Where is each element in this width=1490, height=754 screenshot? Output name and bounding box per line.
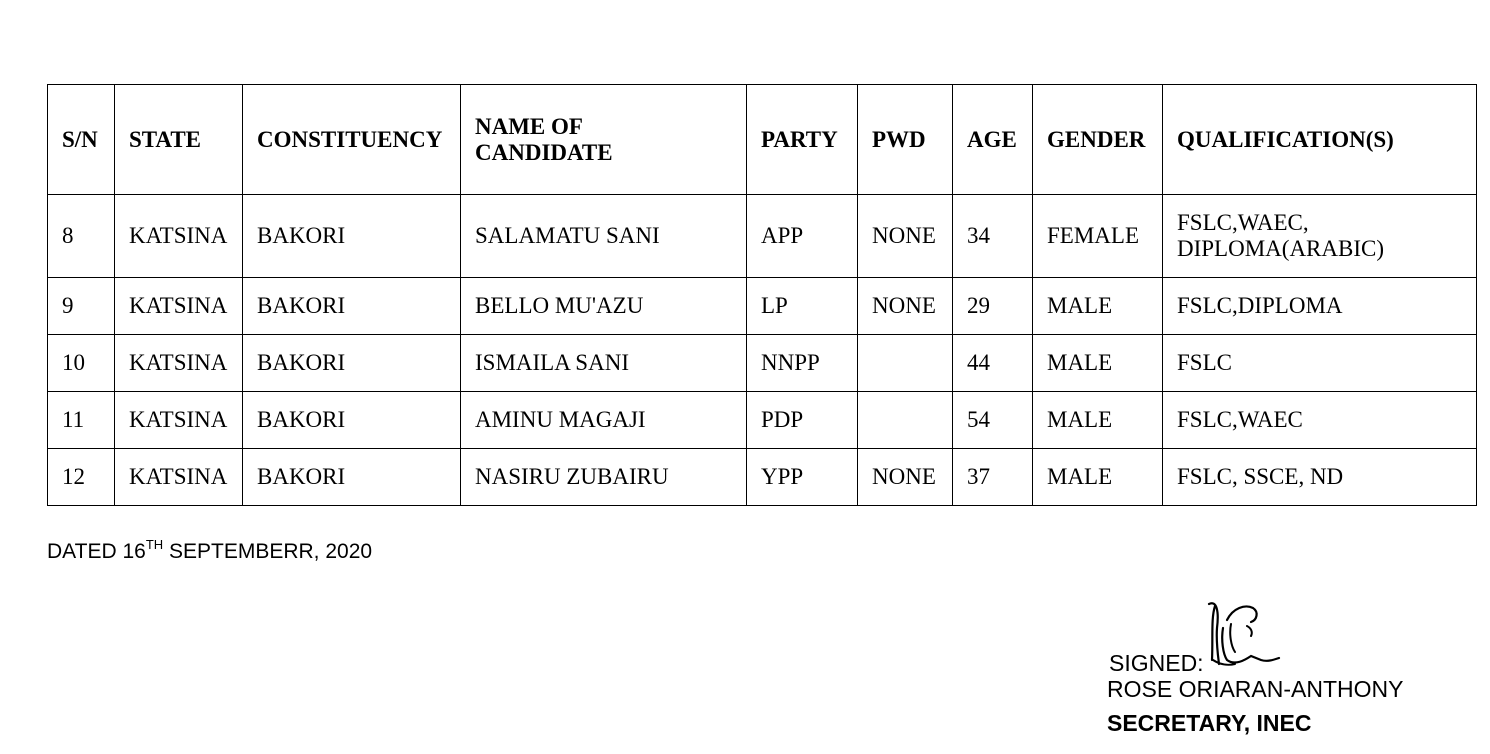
- cell-constituency: BAKORI: [243, 195, 461, 278]
- cell-age: 34: [953, 195, 1033, 278]
- table-row: [48, 278, 1477, 335]
- cell-state: KATSINA: [115, 335, 243, 392]
- cell-pwd: [858, 392, 953, 449]
- header-sn: S/N: [48, 85, 115, 195]
- cell-sn: 11: [48, 392, 115, 449]
- signed-label: SIGNED:: [1109, 650, 1204, 676]
- header-age: AGE: [953, 85, 1033, 195]
- table-header-row: [48, 85, 1477, 195]
- dated-line: [47, 537, 373, 564]
- cell-qualifications-text: FSLC,WAEC, DIPLOMA(ARABIC): [1177, 210, 1384, 261]
- cell-candidate-name: BELLO MU'AZU: [461, 278, 747, 335]
- cell-party: LP: [747, 278, 858, 335]
- cell-candidate-name: ISMAILA SANI: [461, 335, 747, 392]
- cell-constituency: BAKORI: [243, 392, 461, 449]
- dated-ordinal-suffix: TH: [145, 537, 164, 552]
- cell-qualifications: FSLC,WAEC: [1163, 392, 1477, 449]
- signature-block: [1107, 598, 1403, 740]
- cell-gender: MALE: [1033, 392, 1163, 449]
- dated-prefix: DATED 16: [47, 540, 146, 563]
- cell-constituency: BAKORI: [243, 449, 461, 506]
- cell-party: NNPP: [747, 335, 858, 392]
- cell-age: 29: [953, 278, 1033, 335]
- cell-qualifications: FSLC: [1163, 335, 1477, 392]
- cell-pwd: NONE: [858, 449, 953, 506]
- signer-title: SECRETARY, INEC: [1107, 710, 1312, 736]
- cell-sn: 9: [48, 278, 115, 335]
- candidates-table: [47, 84, 1477, 506]
- table-row: [48, 335, 1477, 392]
- cell-state: KATSINA: [115, 392, 243, 449]
- table-row: [48, 392, 1477, 449]
- table-row: [48, 449, 1477, 506]
- cell-state: KATSINA: [115, 449, 243, 506]
- cell-candidate-name: NASIRU ZUBAIRU: [461, 449, 747, 506]
- cell-gender: MALE: [1033, 278, 1163, 335]
- header-qualifications: QUALIFICATION(S): [1163, 85, 1477, 195]
- cell-party: YPP: [747, 449, 858, 506]
- cell-age: 44: [953, 335, 1033, 392]
- cell-constituency: BAKORI: [243, 335, 461, 392]
- cell-sn: 12: [48, 449, 115, 506]
- cell-party: APP: [747, 195, 858, 278]
- header-gender: GENDER: [1033, 85, 1163, 195]
- cell-candidate-name: AMINU MAGAJI: [461, 392, 747, 449]
- signer-name: ROSE ORIARAN-ANTHONY: [1107, 676, 1404, 702]
- cell-state: KATSINA: [115, 195, 243, 278]
- cell-qualifications: FSLC,DIPLOMA: [1163, 278, 1477, 335]
- signed-line: [1107, 598, 1403, 676]
- cell-age: 37: [953, 449, 1033, 506]
- cell-sn: 10: [48, 335, 115, 392]
- cell-pwd: [858, 335, 953, 392]
- handwritten-signature-icon: [1205, 598, 1285, 674]
- header-pwd: PWD: [858, 85, 953, 195]
- cell-gender: FEMALE: [1033, 195, 1163, 278]
- cell-gender: MALE: [1033, 449, 1163, 506]
- cell-sn: 8: [48, 195, 115, 278]
- header-name-of-candidate: [461, 85, 747, 195]
- cell-party: PDP: [747, 392, 858, 449]
- dated-suffix: SEPTEMBERR, 2020: [163, 540, 373, 563]
- header-name-of-candidate-text: NAME OF CANDIDATE: [475, 113, 613, 165]
- cell-pwd: NONE: [858, 195, 953, 278]
- cell-qualifications: [1163, 195, 1477, 278]
- cell-qualifications: FSLC, SSCE, ND: [1163, 449, 1477, 506]
- cell-pwd: NONE: [858, 278, 953, 335]
- cell-candidate-name: SALAMATU SANI: [461, 195, 747, 278]
- cell-state: KATSINA: [115, 278, 243, 335]
- cell-age: 54: [953, 392, 1033, 449]
- header-constituency: CONSTITUENCY: [243, 85, 461, 195]
- header-party: PARTY: [747, 85, 858, 195]
- header-state: STATE: [115, 85, 243, 195]
- cell-gender: MALE: [1033, 335, 1163, 392]
- table-row: [48, 195, 1477, 278]
- cell-constituency: BAKORI: [243, 278, 461, 335]
